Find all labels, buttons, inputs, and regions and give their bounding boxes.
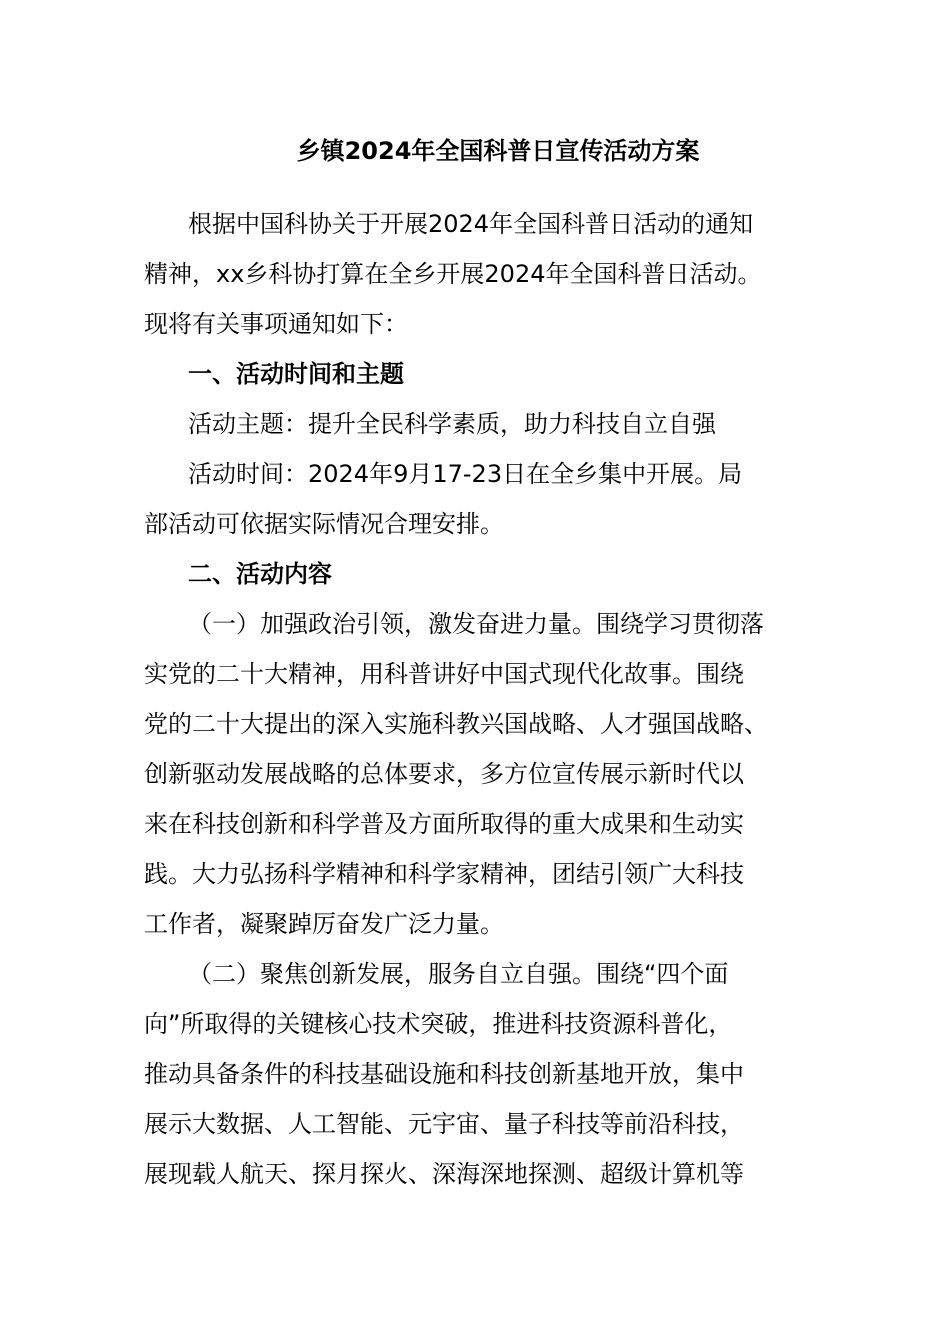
paragraph-line: 推动具备条件的科技基础设施和科技创新基地开放，集中 — [144, 1060, 744, 1088]
paragraph-line: 展现载人航天、探月探火、深海深地探测、超级计算机等 — [144, 1160, 744, 1188]
paragraph-line: 活动时间：2024年9月17-23日在全乡集中开展。局 — [188, 460, 743, 488]
paragraph-line: （二）聚焦创新发展，服务自立自强。围绕“四个面 — [188, 960, 729, 988]
paragraph-line: （一）加强政治引领，激发奋进力量。围绕学习贯彻落 — [188, 610, 764, 638]
paragraph-line: 活动主题：提升全民科学素质，助力科技自立自强 — [188, 410, 716, 438]
paragraph-line: 向”所取得的关键核心技术突破，推进科技资源科普化， — [144, 1010, 733, 1038]
paragraph-line: 来在科技创新和科学普及方面所取得的重大成果和生动实 — [144, 810, 744, 838]
paragraph-line: 创新驱动发展战略的总体要求，多方位宣传展示新时代以 — [144, 760, 744, 788]
document-title: 乡镇2024年全国科普日宣传活动方案 — [296, 137, 700, 165]
paragraph-line: 精神，xx乡科协打算在全乡开展2024年全国科普日活动。 — [144, 260, 762, 288]
section-heading: 一、活动时间和主题 — [188, 360, 404, 388]
paragraph-line: 根据中国科协关于开展2024年全国科普日活动的通知 — [188, 210, 754, 238]
paragraph-line: 实党的二十大精神，用科普讲好中国式现代化故事。围绕 — [144, 660, 744, 688]
paragraph-line: 践。大力弘扬科学精神和科学家精神，团结引领广大科技 — [144, 860, 744, 888]
paragraph-line: 展示大数据、人工智能、元宇宙、量子科技等前沿科技， — [144, 1110, 744, 1138]
section-heading: 二、活动内容 — [188, 560, 332, 588]
paragraph-line: 党的二十大提出的深入实施科教兴国战略、人才强国战略、 — [144, 710, 768, 738]
paragraph-line: 部活动可依据实际情况合理安排。 — [144, 510, 504, 538]
paragraph-line: 工作者，凝聚踔厉奋发广泛力量。 — [144, 910, 504, 938]
paragraph-line: 现将有关事项通知如下： — [144, 310, 408, 338]
